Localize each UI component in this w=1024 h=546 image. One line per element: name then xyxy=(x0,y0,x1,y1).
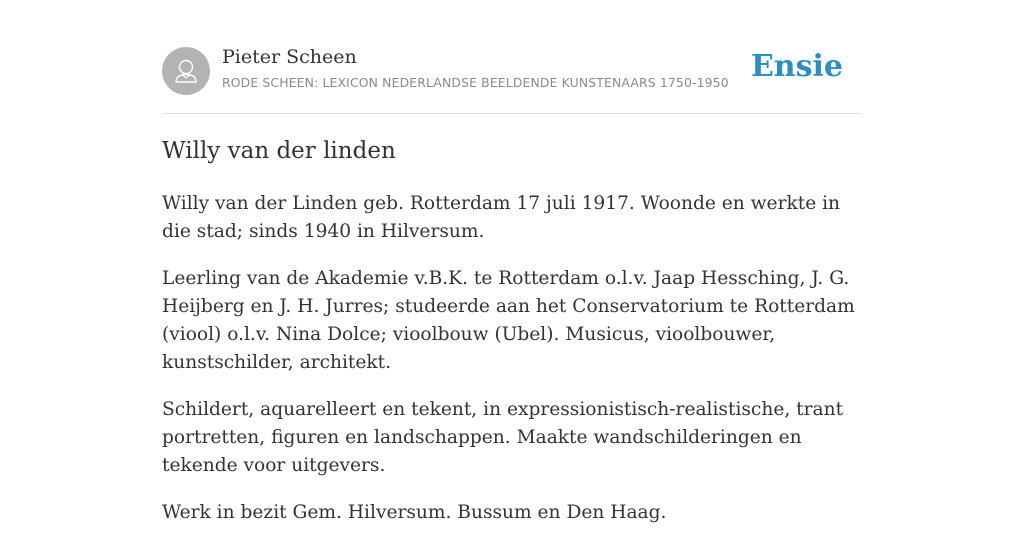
user-icon xyxy=(162,47,210,95)
paragraph-work: Schildert, aquarelleert en tekent, in expressionistisch-realistische, trant portretten, figuren en landschappen. Maakte wandschilderingen en tekende voor uitgevers. xyxy=(162,399,844,476)
article-body xyxy=(162,190,872,546)
avatar[interactable] xyxy=(162,47,210,95)
paragraph-collections: Werk in bezit Gem. Hilversum. Bussum en Den Haag. xyxy=(162,502,667,523)
header-divider xyxy=(162,113,862,114)
brand-logo[interactable]: Ensie xyxy=(750,49,843,84)
source-title[interactable]: RODE SCHEEN: LEXICON NEDERLANDSE BEELDENDE KUNSTENAARS 1750-1950 xyxy=(222,75,729,90)
page-title: Willy van der linden xyxy=(162,138,396,164)
author-header xyxy=(162,46,862,96)
paragraph-birth: Willy van der Linden geb. Rotterdam 17 juli 1917. Woonde en werkte in die stad; sinds 1940 in Hilversum. xyxy=(162,193,841,242)
paragraph-education: Leerling van de Akademie v.B.K. te Rotterdam o.l.v. Jaap Hessching, J. G. Heijberg en J. H. Jurres; studeerde aan het Conservatorium te Rotterdam (viool) o.l.v. Nina Dolce; vioolbouw (Ubel). Musicus, vioolbouwer, kunstschilder, architekt. xyxy=(162,268,855,373)
author-name[interactable]: Pieter Scheen xyxy=(222,46,357,68)
